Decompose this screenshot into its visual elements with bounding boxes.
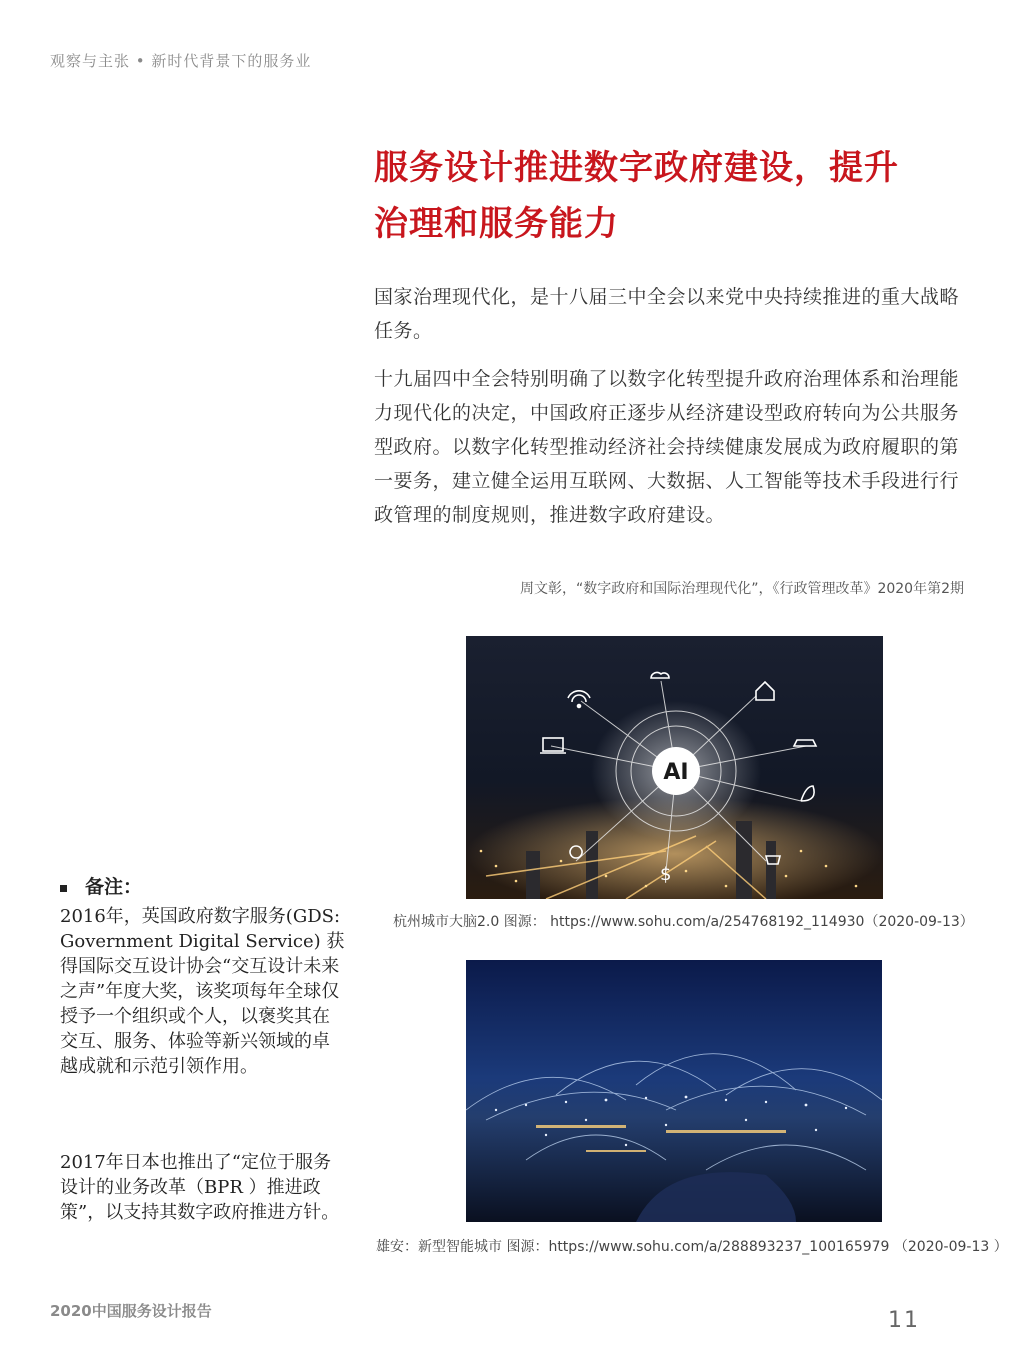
body-paragraph-2: 十九届四中全会特别明确了以数字化转型提升政府治理体系和治理能力现代化的决定，中国政府正逐步从经济建设型政府转向为公共服务型政府。以数字化转型推动经济社会持续健康发展成为政府履职的第一要务，建立健全运用互联网、大数据、人工智能等技术手段进行行政管理的制度规则，推进数字政府建设。 (374, 368, 960, 526)
page-number: 11 (888, 1308, 920, 1333)
ai-badge-label: AI (663, 760, 689, 785)
title-line-2: 治理和服务能力 (374, 204, 619, 244)
citation: 周文彰，“数字政府和国际治理现代化”，《行政管理改革》2020年第2期 (519, 581, 964, 597)
figure-ai-city-image (466, 636, 883, 899)
figure-2-caption: 雄安：新型智能城市 图源：https://www.sohu.com/a/288893237_100165979 （2020-09-13 ） (376, 1239, 1008, 1255)
body-paragraph-1: 国家治理现代化，是十八届三中全会以来党中央持续推进的重大战略任务。 (374, 286, 960, 342)
notes-heading-label: 备注： (85, 876, 143, 898)
title-line-1: 服务设计推进数字政府建设，提升 (374, 148, 899, 188)
svg-text:$: $ (660, 864, 672, 885)
note-paragraph-2: 2017年日本也推出了“定位于服务设计的业务改革（BPR ）推进政策”，以支持其数字政府推进方针。 (60, 1152, 340, 1223)
notes-heading (60, 872, 142, 899)
page-title (374, 140, 974, 252)
bullet-square-icon (60, 885, 67, 892)
note-paragraph-1: 2016年，英国政府数字服务(GDS: Government Digital Service) 获得国际交互设计协会“交互设计未来之声”年度大奖，该奖项每年全球仅授予一个组织或个人，以褒奖其在交互、服务、体验等新兴领域的卓越成就和示范引领作用。 (60, 906, 345, 1077)
figure-smart-city-image (466, 960, 882, 1222)
figure-1-caption: 杭州城市大脑2.0 图源： https://www.sohu.com/a/254768192_114930（2020-09-13） (393, 914, 974, 930)
footer-report-title: 2020中国服务设计报告 (50, 1302, 212, 1320)
running-header: 观察与主张 • 新时代背景下的服务业 (50, 52, 312, 70)
